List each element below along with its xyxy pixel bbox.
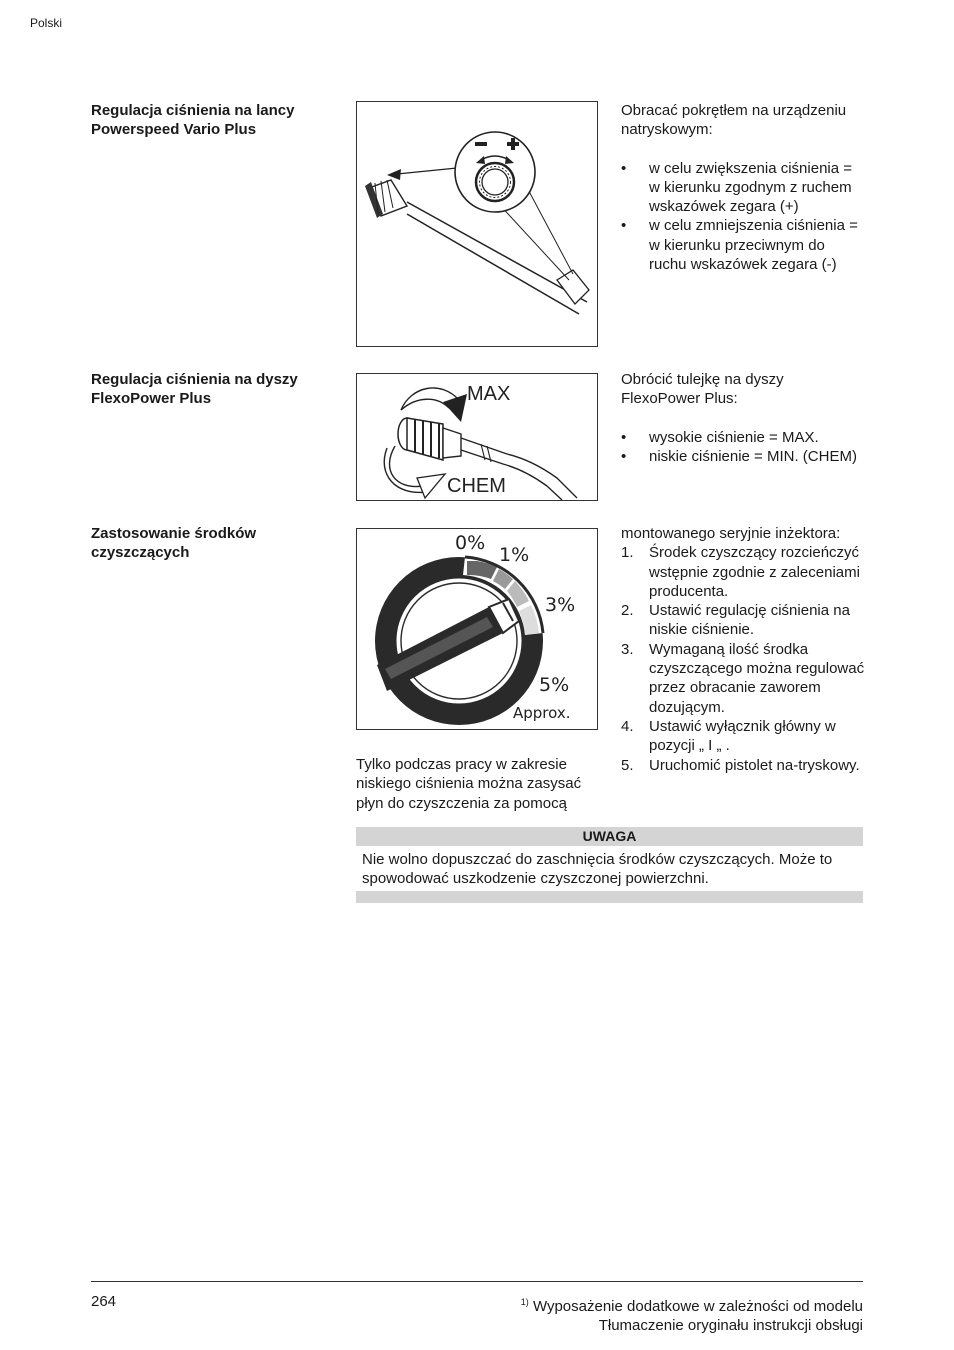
section-text-detergent xyxy=(621,524,866,775)
notice-title: UWAGA xyxy=(356,827,863,846)
list-item: • w celu zmniejszenia ciśnienia = w kierunku przeciwnym do ruchu wskazówek zegara (-) xyxy=(621,217,858,274)
list-item: 4. Ustawić wyłącznik główny w pozycji „ I „ . xyxy=(621,717,836,755)
notice-text: Nie wolno dopuszczać do zaschnięcia środków czyszczących. Może to spowodować uszkodzenie czyszczonej powierzchni. xyxy=(362,851,833,888)
dial-label-0: 0% xyxy=(455,532,486,554)
figure-detergent-dial xyxy=(356,528,598,730)
list-item: • w celu zwiększenia ciśnienia = w kierunku zgodnym z ruchem wskazówek zegara (+) xyxy=(621,159,853,216)
section-text-lance xyxy=(621,101,866,274)
lance-illustration xyxy=(357,102,597,346)
section-heading-flexopower: Regulacja ciśnienia na dyszy FlexoPower Plus xyxy=(91,371,298,407)
page-language: Polski xyxy=(30,16,63,30)
section-text-flexopower xyxy=(621,370,866,466)
dial-label-approx: Approx. xyxy=(513,704,571,722)
lance-intro: Obracać pokrętłem na urządzeniu natryskowym: xyxy=(621,102,847,139)
figure-lance-pressure xyxy=(356,101,598,347)
detergent-body-text: Tylko podczas pracy w zakresie niskiego ciśnienia można zasysać płyn do czyszczenia za pomocą xyxy=(356,756,582,812)
section-heading-detergent: Zastosowanie środków czyszczących xyxy=(91,525,257,561)
page-number: 264 xyxy=(91,1293,117,1310)
list-item: 5. Uruchomić pistolet na-tryskowy. xyxy=(621,756,860,774)
flexopower-illustration xyxy=(357,374,597,500)
max-label: MAX xyxy=(467,383,511,405)
figure-flexopower xyxy=(356,373,598,501)
dial-label-5: 5% xyxy=(539,674,570,696)
footnote xyxy=(521,1293,863,1316)
translation-note: Tłumaczenie oryginału instrukcji obsługi xyxy=(598,1317,863,1335)
footer-notes xyxy=(521,1293,863,1336)
section-heading-lance: Regulacja ciśnienia na lancy Powerspeed Vario Plus xyxy=(91,102,295,138)
flexopower-intro: Obrócić tulejkę na dyszy FlexoPower Plus: xyxy=(621,371,784,408)
footnote-text: Wyposażenie dodatkowe w zależności od modelu xyxy=(532,1298,863,1315)
list-item: • niskie ciśnienie = MIN. (CHEM) xyxy=(621,447,857,465)
minus-icon xyxy=(475,142,487,146)
footnote-mark: 1) xyxy=(520,1297,529,1307)
list-item: 2. Ustawić regulację ciśnienia na niskie ciśnienie. xyxy=(621,602,850,639)
footer-divider xyxy=(91,1281,863,1282)
list-item: 1. Środek czyszczący rozcieńczyć wstępnie zgodnie z zaleceniami producenta. xyxy=(621,544,860,600)
chem-label: CHEM xyxy=(447,475,506,497)
detergent-continuation: montowanego seryjnie inżektora: xyxy=(621,525,841,542)
notice-bottom-bar xyxy=(356,891,863,903)
list-item: 3. Wymaganą ilość środka czyszczącego można regulować przez obracanie zaworem dozującym. xyxy=(621,640,865,716)
dosage-dial-illustration xyxy=(357,529,597,729)
list-item: • wysokie ciśnienie = MAX. xyxy=(621,428,819,446)
dial-label-1: 1% xyxy=(499,544,530,566)
dial-label-3: 3% xyxy=(545,594,576,616)
